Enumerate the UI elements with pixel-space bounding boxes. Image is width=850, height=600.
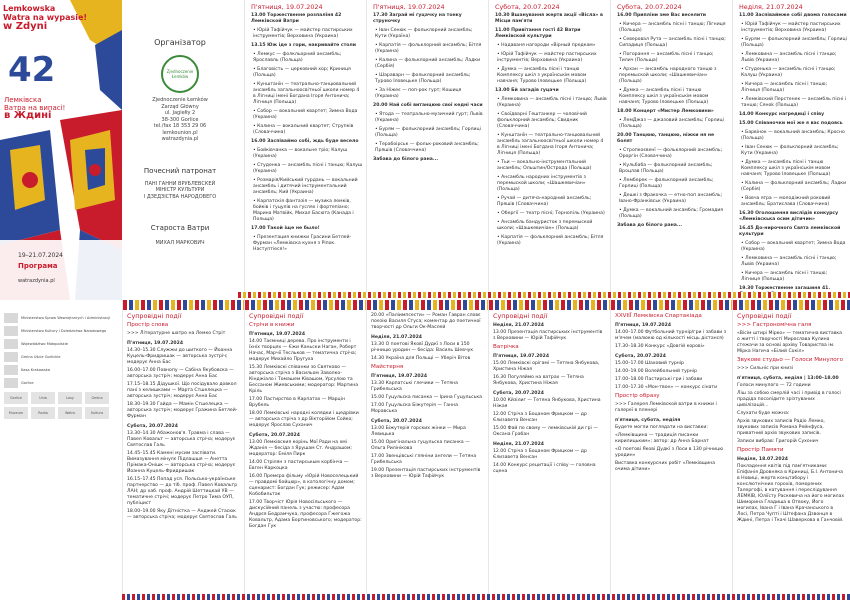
performer-item: • Ансамбль бандуристок з перемыской школи; «Шашкевичіан» (Польща): [497, 220, 593, 231]
day-date: 19.07.2024: [407, 3, 445, 11]
section-title: Простір образу: [615, 393, 660, 399]
event-item: 17.30–18.30 Конкурс «Довгій корові»: [615, 344, 705, 349]
event-item: Архів звукових записів Радіо Лемко, звукових записів Романа Рейнфуса, приватний архів звукових записів.: [737, 419, 825, 436]
date-label: Неділя, 21.07.2024: [493, 323, 544, 328]
date-label: П'ятниця, 19.07.2024: [371, 374, 428, 379]
performer-item: • Северовал Рута — ансамбль пісні і танцю; Сипадиця (Польща): [619, 37, 726, 48]
event-item: 10.00 Кйзілиг — Тетяна Янбукова, Христина Ніжая: [493, 398, 601, 409]
ornament-banner: [245, 300, 366, 310]
day-heading: [251, 4, 363, 10]
performer-item: • Карпатія — фольклорний ансамбль; Бітля (Украина): [497, 235, 604, 246]
day-label: Субота,: [617, 3, 643, 11]
side-events-column: [611, 300, 732, 600]
event-item: 15.00–17.00 Шаховий турнір: [615, 361, 684, 366]
day-heading: [617, 4, 729, 10]
date-label: Неділя, 21.07.2024: [371, 335, 422, 340]
side-events-column: [245, 300, 366, 600]
address-line: tel./fax 18 353 29 06: [153, 123, 207, 129]
performer-item: • Бурям — фольклорний ансамбль; Горлиці (Польща): [375, 127, 481, 138]
date-label: Субота, 20.07.2024: [493, 391, 544, 396]
event-heading: 13.00 Бй загадів гуцачи: [495, 88, 559, 93]
event-item: 18.00 Лемківські народні колядки і щедрівки — авторська стріча з др Вікторійом Сойко; модерує Ярослав Суханич: [249, 411, 359, 428]
sponsor-logo: Muzeum: [4, 407, 28, 419]
performer-item: • Кульбаба — фольклорний ансамбль; Вроцлав (Польща): [619, 163, 713, 174]
performer-item: • Благовість — церковний хор; Криниця (Польща): [253, 67, 351, 78]
section-title: Ватрічка: [493, 344, 519, 350]
sponsor-logo: Radio: [31, 407, 55, 419]
sponsor-item: [4, 365, 118, 375]
patronat-line: МІНІСТР КУЛЬТУРИ: [155, 187, 205, 193]
date-label: П'ятниця, 19.07.2024: [615, 323, 672, 328]
performer-item: • Студенька — ансамбль пісні і танцю; Калуш (Украина): [741, 67, 836, 78]
performer-item: • Собор — вокальний квартет; Зимна Вода (Украина): [741, 241, 846, 252]
performer-item: • Презентация книжки Грасини Бетлей-Фурман «Лемківска кухня з Ріпок. Наступтіеся!»: [253, 235, 352, 252]
patronat-text: [122, 181, 238, 201]
event-item: 17.00–17.30 «Мон-твон» — конкурс сінати: [615, 385, 718, 390]
sponsor-logo: [4, 339, 18, 349]
date-label: П'ятниця, 19.07.2024: [127, 341, 184, 346]
day-label: П'ятниця,: [251, 3, 284, 11]
event-item: 15.00 Оригінальна гуцульска писанка — Ольга Рилінікова: [371, 440, 470, 451]
event-item: Слухати буде можна:: [737, 411, 790, 416]
performer-item: • За Ніжеє — поп-рок гурт; Кошиця (Украина): [375, 88, 462, 99]
website[interactable]: watrazdynia.pl: [18, 278, 55, 284]
event-item: Будете могли поглядати на виставки:: [615, 425, 708, 430]
side-events-column: [489, 300, 610, 600]
date-label: Субота, 20.07.2024: [371, 419, 422, 424]
cover-tagline-line2: Ватра на випасі!: [4, 104, 66, 112]
ornament-banner: [733, 300, 850, 310]
event-heading: 11.00 Заспіваймже собі двома голосами: [739, 13, 847, 18]
divider: [610, 0, 611, 300]
performer-item: • Думка — вокальний ансамбль; Громадия (Польща): [619, 208, 724, 219]
day-heading: [739, 4, 847, 10]
event-item: 18.00–19.00 Яку Дітністка — Анджей Стасюк — авторська стріча; модерує Святослав Галь: [127, 509, 237, 520]
event-item: 17.15–18.15 Дідушкої. Що посідувало довкол пані з келишками — Марта Стшелецка — авторська зустріч; модерує Анна Бас: [127, 382, 237, 399]
performer-item: • Іван Сенюк — фольклорний ансамбль; Кути (Украина): [741, 145, 839, 156]
sponsor-label: Ministerstwo Kultury i Dziedzictwa Narodowego: [21, 328, 107, 333]
section-title: Майстерня: [371, 364, 404, 370]
event-item: 19.00 Презентація пастирських інструментів з Верховини — Юрій Тафійчук: [371, 468, 481, 479]
event-item: 18.30–19.30 Гайда — Мамін Стшелецка — авторська зустріч; модерує Гражина Бетлей-Фурман: [127, 402, 238, 419]
cover-tagline-line1: Лемківска: [4, 96, 42, 104]
column-heading: Супровідні події: [127, 312, 182, 320]
patronat-line: І ДЗЕДЗІСТВА НАРОДОВЕГО: [143, 193, 217, 200]
organizer-heading: Організатор: [154, 38, 206, 47]
event-heading: 13.15 Юж іде з гори, накривайте столи: [251, 43, 356, 48]
address-line[interactable]: watrazdynia.pl: [161, 136, 199, 142]
performer-item: • Калина — фольклорний ансамбль; Ладки (Сербія): [741, 181, 847, 192]
event-item: Голоси минулого — 72 години: [737, 383, 811, 388]
event-item: 20.00 «Паліимпсести» — Роман Гавран словє поезію Василя Стуса; коментар до поетичної творчості др Ольги Ок-Маслей: [371, 313, 481, 330]
sponsor-label: Gmina Uście Gorlickie: [21, 354, 61, 359]
section-title: Простір Памяти: [737, 447, 784, 453]
sponsor-logo: Gorlice: [4, 392, 28, 404]
day-column: [492, 0, 610, 300]
event-item: 15.00 Фай по свому — лемківській ди грі — Оксана Грабан: [493, 426, 598, 437]
date-label: Субота, 20.07.2024: [249, 433, 300, 438]
event-item: 14.00–17.00 Футбольний турнір/гри і забави з м'ячем (малюкю од кількості місць дістанся): [615, 330, 727, 341]
performer-item: • Дешкі з Фракочка — етно-поп ансамбль; Івано-Франківськ (Украина): [619, 193, 723, 204]
performer-item: • Погорання — ансамбль пісні і танцю; Тилич (Польща): [619, 52, 714, 63]
cover-tagline-line3: в Ждині: [4, 110, 52, 121]
date-label: п'ятниця, субота, неділя | 13:00–18.00: [737, 376, 839, 381]
performer-item: • Тьи — вокально-інструментальний ансамбль; Ольштин/Острода (Польща): [497, 160, 592, 171]
divider: [244, 0, 245, 300]
event-item: 14.00 Конкурс рецитації і співу — головна сцена: [493, 463, 596, 474]
event-item: 12.00 Стріча з Боцаном Фрицком — др Єлизавета Венсан: [493, 412, 587, 423]
ornament-banner: [367, 300, 488, 310]
organizer-address: [122, 97, 238, 143]
performer-item: • Юрій Тафійчук — майстер пастирських інструментів; Верховина (Украина): [741, 22, 841, 33]
performer-item: • Кичера — ансамбль пісні і танцю; Лігниця (Польща): [619, 22, 726, 33]
cover-title: [3, 4, 87, 31]
ornament-band: [122, 594, 850, 600]
performer-item: • Лемковина — ансамбль пісні і танцю; Львів (Украина): [497, 97, 607, 108]
program-bottom-half: [0, 300, 850, 600]
performer-item: • Студенка — ансамбль пісні і танцю; Калуш (Украина): [253, 163, 363, 174]
sponsor-logo: [4, 378, 18, 388]
performer-item: • Архан — ансамбль народного танцю з перемыской школи; «Шашкевичіан» (Польща): [619, 67, 717, 84]
event-heading: 10.30 Вшанування жертв акції «Вісла» в Місци пам'яти: [495, 13, 603, 24]
address-line: ul. Jagiełły 2: [164, 110, 196, 116]
side-events-column: [123, 300, 244, 600]
event-item: 14.00 Таємниці дерева. Про інструменти і їхніх творцях — Єжи Каньски Наган, Роберт Начас, Марчії Тесльков — тематична стріча; модерує Михайло Пругуха: [249, 339, 357, 362]
event-item: «Лемківщина — традиція писанки кирилицьким»; автор: др Анна Барнат: [615, 433, 709, 444]
performer-item: • Бойківчанка — вокальне тріо; Калуш (Украина): [253, 148, 348, 159]
event-heading: Забава до білого рана...: [373, 157, 439, 162]
event-item: 17.00 Творчіст Юрія Новосільського — дискусійний панель з участю: професора Андрєя Бедрамчука, професора Гжегожа Ковальтр, Адама Бортиновського; модератор: Богдан Гук: [249, 500, 362, 529]
event-item: «Вісім штирі Мірко» — тематична виставка о житті і творчості Мирослава Кулина стежачи за основі архіву Товариства ім. Мірка Нагича «Білий Сокіл»: [737, 331, 842, 354]
performer-item: • Юрій Тафійчук — майстер пастирських інструментів; Верховина (Украина): [253, 28, 353, 39]
sponsor-logo: [4, 365, 18, 375]
column-heading: Супровідні події: [493, 312, 548, 320]
ornament-banner: [611, 300, 732, 310]
sponsor-label: Ministerstwo Spraw Wewnętrznych i Administracji: [21, 315, 111, 320]
performer-item: • Лемкус — фолкльорний ансамбль; Ярославль (Польща): [253, 52, 342, 63]
event-item: Покладення квітів під пам'ятниками: Епіфанія Дровняка в Криниці, Б.І. Антонича в Новиці, жертв концтабору і конслютнічних горохів, поморених Талергофі, в катування і переслідування ЛЕМКІВ, Юліїсту Раскевича на його могилах Шиморина Гладиша в Отвоку, Його могилах, Івана Г і Івана Крачанського в Лосі, Петра Чупті і Штефана Дзвонця в Ждині, Петра і Ткачі Шаверкова в Ганчовій.: [737, 464, 845, 523]
event-item: Ліш за собою смерлій часі і привід в голосі прадіда посолідите зрізтуваних цивілізацій...: [737, 391, 841, 408]
address-line[interactable]: lemkounion.pl: [162, 129, 198, 136]
section-title: Звукове студьо — Голоси Минулого: [737, 357, 843, 363]
event-heading: 16.30 Оголошення вислідів конкурсу «Лемківскька осим дітичин»: [739, 211, 839, 222]
section-title: >>> Гастрономічна галя: [737, 322, 812, 328]
day-heading: [495, 4, 607, 10]
performer-item: • Кунштанїн — театрально-танцювальний ансамбль загальноосвітньої школи номер 4 в Лігниці імені Богдана Ігоря Антонича; Лігниця (Польща): [497, 133, 604, 156]
sponsor-logo: Watra: [58, 407, 82, 419]
starosta-heading: Староста Ватри: [150, 224, 210, 232]
performer-item: • Думка — ансамбль пісні і танцю Комплексу шкіл з українськім мовом навчаня; Турово Іловецьке (Польща): [741, 160, 831, 177]
day-label: П'ятниця,: [373, 3, 406, 11]
event-heading: 13.00 Торжественне розпалїня 42 Лемківской Ватри: [251, 13, 342, 24]
event-item: 17.00 Звенцівські гляніни ангели — Тетяна Грибельська: [371, 454, 477, 465]
performer-item: • Стропкоєвенї — фольклорний ансамбль; Ороргін (Словаччина): [619, 148, 723, 159]
event-item: 13.30 О поетові Яковї Дудкї з Лоси в 150 річницю уродин — бесіда: Василь Шевчук: [371, 342, 474, 353]
day-date: 20.07.2024: [645, 3, 682, 11]
performer-item: • Лемковина — ансамбль пісні і танцю; Львів (Украина): [741, 52, 837, 63]
ornament-banner: [489, 300, 610, 310]
date-label: П'ятниця, 19.07.2024: [493, 354, 550, 359]
event-item: Виставка конкурсних робіт «Лемківщина очима дітини»: [615, 461, 716, 472]
date-label: Субота, 20.07.2024: [615, 354, 666, 359]
sponsor-item: [4, 352, 118, 362]
sponsor-logo-grid: [4, 392, 118, 419]
event-item: 17.00–18.00 Пастирські гри і забави: [615, 377, 703, 382]
performer-item: • Надаваня нагороди «Вірный предкам»: [497, 43, 596, 48]
event-item: >>> Сильніс при книзі: [737, 366, 793, 371]
ornament-banner: [123, 300, 244, 310]
day-date: 19.07.2024: [285, 3, 323, 11]
event-item: Записи вибрав: Григорій Сухонич: [737, 439, 819, 444]
event-item: 14.00–19.00 Волейбольний турнір: [615, 369, 697, 374]
event-heading: 16.00 Заспіваймо собі, ждь буде весело: [251, 139, 359, 144]
event-heading: 11.00 Привітання гостї 42 Ватри Лемківской культури: [495, 28, 581, 39]
sponsor-logo: [4, 352, 18, 362]
section-title: XXVIIЇ Лемківска Спартакіада: [615, 313, 702, 319]
date-label: Субота, 20.07.2024: [127, 424, 178, 429]
event-item: 16.15–17.45 Попад уся. Польсько-українське партнерство — до тіб. проф. Павел Ковальтр ЛАН; др хаб. проф. Андрій Шеттицкай УВ — тематичне стрічі; модерує Петро Тима ОУП, публіцист: [127, 477, 238, 506]
festival-dates: 19–21.07.2024: [18, 252, 63, 259]
sponsor-item: [4, 326, 118, 336]
performer-item: • Калина — вокальний квартет; Струпків (Словаччина): [253, 124, 354, 135]
performer-item: • Кичера — ансамбль пісні і танцю; Лігниця (Польща): [741, 82, 828, 93]
event-heading: 17.00 Такой іще не было!: [251, 226, 320, 231]
performer-item: • Вовча ягра — молодіжний роковий ансамбль; Братислава (Словаччина): [741, 196, 831, 207]
event-item: 16.00 Премєра фільму «Юрій Новоселецький — правдомі бойцюр», в катологічну домом; сценарист: Богдан Гук; режисер: Адам Кобобильтак: [249, 474, 359, 497]
section-title: Стрічи в книжи: [249, 322, 295, 328]
performer-item: • Юрій Тафійчук — майстер пастирських інструментів; Верховина (Украина): [497, 52, 597, 63]
date-label: Неділя, 21.07.2024: [493, 442, 544, 447]
sponsor-item: [4, 339, 118, 349]
section-title: Простір слова: [127, 322, 169, 328]
event-heading: 18.00 Концерт «Мистер Лемковини»: [617, 109, 714, 114]
column-heading: Супровідні події: [737, 312, 792, 320]
event-item: 13.30–14.30 Абажонов'я. Травма і слава — Павел Ковальт — авторська стріча; модерує Святослав Галь: [127, 431, 236, 448]
day-label: Неділя,: [739, 3, 764, 11]
event-heading: 15.00 Співаночки мої же я вас подовсь: [739, 121, 843, 126]
event-item: 13.00 Лемківския корінь Мої Ради на хмі Жданія — бесіда з Ярушам Ст. Андрашом; модератор: Еміля Пирк: [249, 440, 352, 457]
program-label: Програма: [18, 262, 58, 270]
event-heading: 14.00 Конкурс нагредицї і співу: [739, 112, 825, 117]
performer-item: • Шараварн — фольклорний ансамбль; Турово Іловецьке (Польща): [375, 73, 471, 84]
sponsor-logo: Kultura: [85, 407, 109, 419]
cover-title-line1: Lemkowska: [3, 4, 56, 13]
ornament-band: [238, 292, 850, 298]
day-column: [248, 0, 366, 300]
performer-item: • Кунштанїн — театрально-танцювальний ансамбль загальноосвітньої школи номер 4 в Лігниці імені Богдана Ігоря Антонича; Лігниця (Польща): [253, 82, 360, 105]
event-item: >>> Літературне шатро на Лемко Стріт: [127, 331, 226, 336]
event-item: 15.30 Лемківскі співанки зо Святково — авторська стріча з Васильом Заволко-Кінджіало і Томашем Ківашом, Урсулою та Бессаном Жиевськими; модератор: Мартина Кріль: [249, 365, 359, 394]
event-item: 14.45–15.45 Камені мусим заспівати. Вимазування мінулє Підлашшя — Анетта Прімака-Онішк — авторська стріча; модерує Йоанна Куцель-Фридришак: [127, 451, 236, 474]
performer-item: • ЛемДжаз — джазовий ансамбль; Горлиці (Польща): [619, 118, 724, 129]
event-item: 14.30–15.30 Служжи до шиткого — Йоанна Куцель-Фридришак — авторська зустріч; модерує Анна Бас: [127, 348, 233, 365]
event-item: >>> Галерея Лемківской ватри в книжи і галереї в пленері: [615, 402, 717, 413]
column-heading: Супровідні події: [249, 312, 304, 320]
sponsor-logo: [4, 313, 18, 323]
event-heading: 20.00 Най собі витанцюю свої кедні часи: [373, 103, 483, 108]
event-item: 14.30 Україна для Польщі — Уберіч Вітов: [371, 356, 471, 361]
event-item: 13.30 Карпатські глечики — Тетяна Грибельська: [371, 381, 458, 392]
event-item: 13.00 Біжутерія горских жінки — Мира Левицька: [371, 426, 466, 437]
performer-item: • Іван Сенюк — фольклорний ансамбль; Кути (Україна): [375, 28, 473, 39]
date-label: П'ятниця, 19.07.2024: [249, 332, 306, 337]
performer-item: • Ятода — театрально-музичний гурт; Львів (Украина): [375, 112, 483, 123]
sponsor-logo: Gmina: [85, 392, 109, 404]
sponsor-label: Gorlice: [21, 380, 34, 385]
event-item: 14.00 Стрілян з пастирськым корбінча — Евген Каркоцка: [249, 460, 349, 471]
date-label: Неділя, 18.07.2024: [737, 457, 788, 462]
day-column: [614, 0, 732, 300]
day-heading: [373, 4, 485, 10]
day-column: [370, 0, 488, 300]
day-label: Субота,: [495, 3, 521, 11]
sponsors-panel: [0, 300, 122, 600]
divider: [732, 0, 733, 300]
performer-item: • Карпатскія фантазія — музика лемків, бойків і гуцулів на гуслях і фортепіано; Марина Матвійк, Михал Басюта (Канада і Польща): [253, 199, 354, 222]
performer-item: • Розмарія/Кийський гурдань — вокальний ансамбль і дитячий інструментальний ансамбль; Кий (Украина): [253, 178, 358, 195]
day-date: 20.07.2024: [523, 3, 560, 11]
cover-panel: [0, 0, 122, 300]
sponsor-label: Kasa Krakowska: [21, 367, 50, 372]
organizer-panel: [122, 0, 238, 300]
sponsor-logo: [4, 326, 18, 336]
organizer-logo: [161, 55, 199, 93]
organizer-logo-text: Zjednoczenie Łemków: [166, 69, 194, 79]
event-heading: 19.30 Торжественне загашиня 41.: [739, 286, 831, 291]
event-item: 12.00 Стріча з Боцаном Фрицком — др Єлизавета Венсан: [493, 449, 587, 460]
event-heading: 16.45 До-нирочного Свята лемківской культури: [739, 226, 841, 237]
patronat-heading: Почесний патронат: [143, 166, 217, 175]
performer-item: • Терабоірськ — фольк-роковий ансамбль; Пряшів (Словаччина): [375, 142, 479, 153]
starosta-name: МИХАЛ МАРКОВИЧ: [155, 240, 205, 246]
performer-item: • Лемковина — ансамбль пісні і танцю; Львів (Украина): [741, 256, 837, 267]
performer-item: • Барвінок — вокальний ансамбль; Кросно (Польща): [741, 130, 845, 141]
performer-item: • Собор — вокальний квартет; Зимна Вода (Украина): [253, 109, 358, 120]
sponsor-logo: Unia: [31, 392, 55, 404]
divider: [488, 0, 489, 300]
performer-item: • Думка — ансамбль пісні і танцю Комплексу шкіл з українськім мовом навчаня; Турово Іловецьке (Польща): [619, 88, 709, 105]
performer-item: • Лемберек — фольклорний ансамбль; Горлиці (Польща): [619, 178, 714, 189]
event-heading: Забава до білого рана...: [617, 223, 683, 228]
performer-item: • Лемківский Перстенек — ансамбль пісні і танцю; Сяноk (Польща): [741, 97, 847, 108]
performer-item: • Карпатія — фольклорний ансамбль; Бітля (Украина): [375, 43, 482, 54]
watra-number: 42: [8, 50, 56, 90]
sponsor-item: [4, 313, 118, 323]
event-item: 15.00 Лемківскі орігамі — Тетяна Янбукова, Христина Ніжая: [493, 361, 600, 372]
event-item: 15.00 Гуцульска писанка — Ірина Гуцульська: [371, 395, 482, 400]
event-item: 17.00 Пастирство в Карпатах — Марцін Врубель: [249, 397, 345, 408]
sponsor-item: [4, 378, 118, 388]
sponsor-label: Województwo Małopolskie: [21, 341, 68, 346]
address-line: 38-300 Gorlice: [161, 116, 199, 123]
side-events-column: [367, 300, 488, 600]
divider: [366, 0, 367, 300]
performer-item: • Кичера — ансамбль пісні і танцю; Лігниця (Польща): [741, 271, 828, 282]
address-line: Zjednoczenie Łemków: [152, 97, 208, 103]
patronat-line: ПАНІ ГАННИ ВРУБЛЕВСКЕЙ: [144, 180, 216, 187]
event-item: 13.00 Презентація пастирських інструментів з Верховини — Юрій Тафійчук: [493, 330, 603, 341]
performer-item: • Калина — фольклорний ансамбль; Ладки (Сербія): [375, 58, 481, 69]
date-label: п'ятниця, субота, неділя: [615, 418, 681, 423]
side-events-column: [733, 300, 850, 600]
event-item: 16.30 Погуляймо на ватрах — Тетяна Янбукова, Христина Ніжая: [493, 375, 584, 386]
event-heading: 17.30 Заграй мі гуцачку на тонку струночку: [373, 13, 462, 24]
performer-item: • Обергії — театр пісні; Тернопіль (Украина): [497, 211, 605, 216]
performer-item: • Ансамбль народних інструментів з перемыской школи; «Шашкевичіан» (Польща): [497, 175, 586, 192]
address-line: Zarząd Główny: [161, 103, 199, 110]
event-heading: 16.00 Припліни зме Вас веселити: [617, 13, 706, 18]
performer-item: • Ручай — дитяча-народний ансамбль; Пряшів (Словаччина): [497, 196, 592, 207]
day-column: [736, 0, 850, 300]
performer-item: • Своїдварні Гештанкер — чоловічий фольклорний ансамбль; Свидник (Словаччина): [497, 112, 587, 129]
cover-title-line2: Watra na wypasie!: [3, 13, 88, 22]
event-heading: 20.00 Танцюю, танцюю, ніжки ня не болят: [617, 133, 715, 144]
event-item: 16.00–17.00 Повнопу — Сабіна Якубовска — авторська зустріч; модерує Анна Бас: [127, 368, 234, 379]
event-item: «О поетові Якові Дудкї з Лоси в 130 річницю уродин»: [615, 447, 724, 458]
cover-tagline: [4, 96, 65, 120]
event-item: 17.00 Гуцульска Біжутерія — Ганна Моравська: [371, 403, 458, 414]
performer-item: • Думка — ансамбль пісні і танцю Комплексу шкіл з українськім мовом навчаня; Турово Іловецьке (Польща): [497, 67, 587, 84]
sponsor-logo: Lasy: [58, 392, 82, 404]
performer-item: • Бурям — фольклорний ансамбль; Горлиці (Польща): [741, 37, 847, 48]
day-date: 21.07.2024: [766, 3, 803, 11]
cover-title-line3: w Zdyni: [3, 21, 48, 32]
